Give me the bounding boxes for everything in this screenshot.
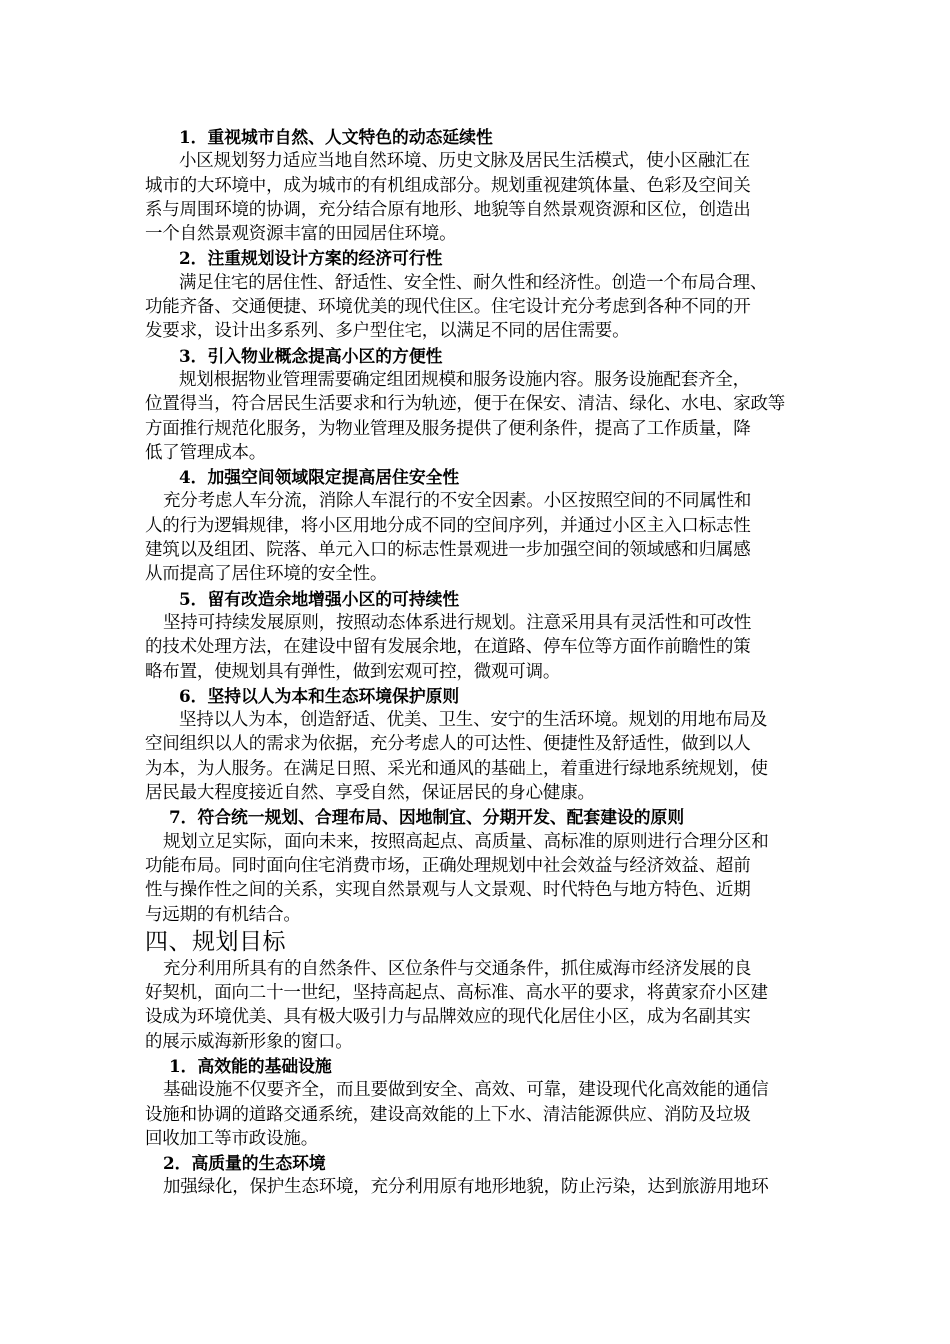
body-text-line: 功能布局。同时面向住宅消费市场，正确处理规划中社会效益与经济效益、超前 xyxy=(145,855,751,876)
document-body xyxy=(145,125,810,1200)
body-text-line: 从而提高了居住环境的安全性。 xyxy=(145,564,388,585)
body-text-line: 回收加工等市政设施。 xyxy=(145,1128,318,1149)
body-text-line: 规划根据物业管理需要确定组团规模和服务设施内容。服务设施配套齐全， xyxy=(179,369,750,390)
subsection-heading: 2．注重规划设计方案的经济可行性 xyxy=(179,248,443,269)
body-text-line: 坚持以人为本，创造舒适、优美、卫生、安宁的生活环境。规划的用地布局及 xyxy=(179,710,768,731)
body-text-line: 空间组织以人的需求为依据，充分考虑人的可达性、便捷性及舒适性，做到以人 xyxy=(145,734,751,755)
body-text-line: 小区规划努力适应当地自然环境、历史文脉及居民生活模式，使小区融汇在 xyxy=(179,151,750,172)
body-text-line: 充分考虑人车分流，消除人车混行的不安全因素。小区按照空间的不同属性和 xyxy=(163,491,752,512)
body-text-line: 规划立足实际，面向未来，按照高起点、高质量、高标准的原则进行合理分区和 xyxy=(163,831,769,852)
body-text-line: 的展示威海新形象的窗口。 xyxy=(145,1031,353,1052)
subsection-heading: 1．重视城市自然、人文特色的动态延续性 xyxy=(179,127,493,147)
body-text-line: 一个自然景观资源丰富的田园居住环境。 xyxy=(145,224,457,245)
body-text-line: 设成为环境优美、具有极大吸引力与品牌效应的现代化居住小区，成为名副其实 xyxy=(145,1007,751,1028)
body-text-line: 好契机，面向二十一世纪，坚持高起点、高标准、高水平的要求，将黄家夼小区建 xyxy=(145,983,768,1004)
body-text-line: 性与操作性之间的关系，实现自然景观与人文景观、时代特色与地方特色、近期 xyxy=(145,880,751,901)
body-text-line: 居民最大程度接近自然、享受自然，保证居民的身心健康。 xyxy=(145,783,595,804)
body-text-line: 充分利用所具有的自然条件、区位条件与交通条件，抓住威海市经济发展的良 xyxy=(163,958,752,979)
subsection-heading: 5．留有改造余地增强小区的可持续性 xyxy=(179,588,460,609)
subsection-heading: 4．加强空间领域限定提高居住安全性 xyxy=(179,467,460,488)
subsection-heading: 1．高效能的基础设施 xyxy=(169,1055,332,1076)
body-text-line: 方面推行规范化服务，为物业管理及服务提供了便利条件，提高了工作质量，降 xyxy=(145,418,751,439)
body-text-line: 为本，为人服务。在满足日照、采光和通风的基础上，着重进行绿地系统规划，使 xyxy=(145,758,768,779)
subsection-heading: 2．高质量的生态环境 xyxy=(163,1153,326,1174)
subsection-heading: 6．坚持以人为本和生态环境保护原则 xyxy=(179,685,460,706)
body-text-line: 位置得当，符合居民生活要求和行为轨迹，便于在保安、清洁、绿化、水电、家政等 xyxy=(145,394,786,415)
body-text-line: 发要求，设计出多系列、多户型住宅，以满足不同的居住需要。 xyxy=(145,321,630,342)
body-text-line: 满足住宅的居住性、舒适性、安全性、耐久性和经济性。创造一个布局合理、 xyxy=(179,272,768,293)
body-text-line: 功能齐备、交通便捷、环境优美的现代住区。住宅设计充分考虑到各种不同的开 xyxy=(145,297,751,318)
subsection-heading: 7．符合统一规划、合理布局、因地制宜、分期开发、配套建设的原则 xyxy=(169,807,685,828)
body-text-line: 建筑以及组团、院落、单元入口的标志性景观进一步加强空间的领域感和归属感 xyxy=(145,540,751,561)
body-text-line: 系与周围环境的协调，充分结合原有地形、地貌等自然景观资源和区位，创造出 xyxy=(145,199,751,220)
body-text-line: 加强绿化，保护生态环境，充分利用原有地形地貌，防止污染，达到旅游用地环 xyxy=(163,1177,769,1198)
body-text-line: 坚持可持续发展原则，按照动态体系进行规划。注意采用具有灵活性和可改性 xyxy=(163,612,752,633)
body-text-line: 略布置，使规划具有弹性，做到宏观可控，微观可调。 xyxy=(145,661,561,682)
body-text-line: 与远期的有机结合。 xyxy=(145,904,301,925)
body-text-line: 城市的大环境中，成为城市的有机组成部分。规划重视建筑体量、色彩及空间关 xyxy=(145,175,751,196)
body-text-line: 基础设施不仅要齐全，而且要做到安全、高效、可靠，建设现代化高效能的通信 xyxy=(163,1080,769,1101)
body-text-line: 的技术处理方法，在建设中留有发展余地，在道路、停车位等方面作前瞻性的策 xyxy=(145,637,751,658)
section-heading: 四、规划目标 xyxy=(145,928,286,955)
subsection-heading: 3．引入物业概念提高小区的方便性 xyxy=(179,345,443,366)
body-text-line: 人的行为逻辑规律，将小区用地分成不同的空间序列，并通过小区主入口标志性 xyxy=(145,515,751,536)
body-text-line: 低了管理成本。 xyxy=(145,442,267,463)
body-text-line: 设施和协调的道路交通系统，建设高效能的上下水、清洁能源供应、消防及垃圾 xyxy=(145,1104,751,1125)
